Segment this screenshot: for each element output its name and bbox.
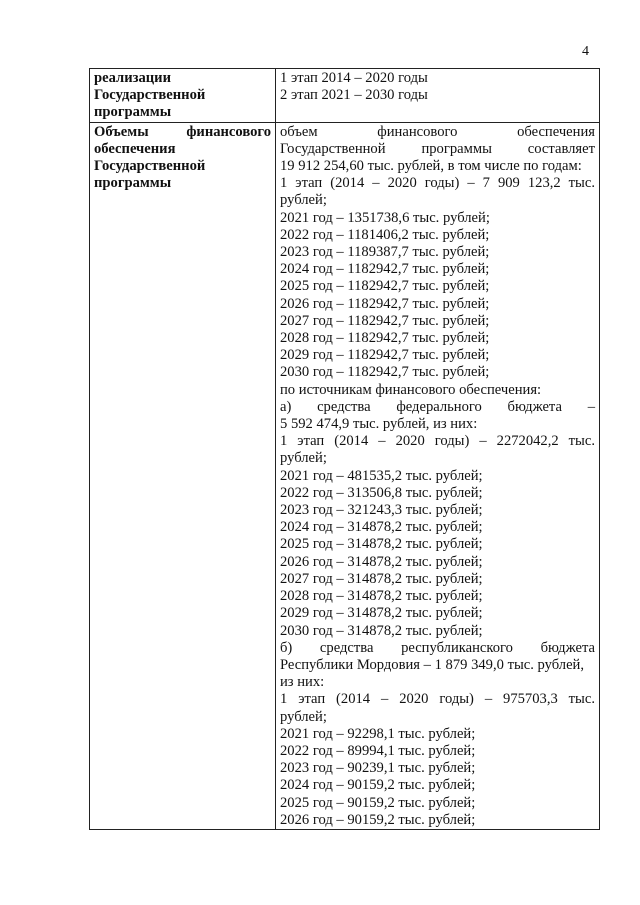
text-line: из них: [280,674,325,691]
table-row-funding [90,122,600,829]
text-line: а) средства федерального бюджета – [280,398,595,415]
year-line: 2023 год – 90239,1 тыс. рублей; [280,760,476,777]
text-line: рублей; [280,450,327,467]
stage-line: 1 этап 2014 – 2020 годы [280,70,428,86]
year-line: 2028 год – 314878,2 тыс. рублей; [280,588,483,605]
row-label-line: реализации [94,70,172,86]
row-label-cell [90,69,276,123]
year-line: 2025 год – 1182942,7 тыс. рублей; [280,278,490,295]
year-line: 2022 год – 313506,8 тыс. рублей; [280,484,483,501]
year-line: 2024 год – 90159,2 тыс. рублей; [280,777,476,794]
text-line: 1 этап (2014 – 2020 годы) – 7 909 123,2 тыс. [280,175,595,192]
passport-table [89,68,600,830]
text-line: 1 этап (2014 – 2020 годы) – 975703,3 тыс. [280,691,595,708]
text-line: 19 912 254,60 тыс. рублей, в том числе по годам: [280,158,582,175]
year-line: 2022 год – 1181406,2 тыс. рублей; [280,226,490,243]
year-line: 2027 год – 314878,2 тыс. рублей; [280,570,483,587]
year-line: 2026 год – 90159,2 тыс. рублей; [280,811,476,828]
table-row-stages [90,69,600,123]
year-line: 2026 год – 1182942,7 тыс. рублей; [280,295,490,312]
year-line: 2030 год – 1182942,7 тыс. рублей; [280,364,490,381]
row-label-line: программы [94,175,172,192]
year-line: 2021 год – 92298,1 тыс. рублей; [280,725,476,742]
year-line: 2029 год – 1182942,7 тыс. рублей; [280,347,490,364]
sources-heading: по источникам финансового обеспечения: [280,381,542,398]
text-line: объем финансового обеспечения [280,123,595,140]
year-line: 2025 год – 314878,2 тыс. рублей; [280,536,483,553]
year-line: 2024 год – 1182942,7 тыс. рублей; [280,261,490,278]
year-line: 2024 год – 314878,2 тыс. рублей; [280,519,483,536]
year-line: 2028 год – 1182942,7 тыс. рублей; [280,330,490,347]
row-label-line: Объемы финансового [94,123,271,140]
year-line: 2021 год – 481535,2 тыс. рублей; [280,467,483,484]
text-line: 5 592 474,9 тыс. рублей, из них: [280,416,478,433]
row-value-cell [276,122,600,829]
row-label-cell [90,122,276,829]
year-line: 2022 год – 89994,1 тыс. рублей; [280,742,476,759]
year-line: 2021 год – 1351738,6 тыс. рублей; [280,209,490,226]
year-line: 2023 год – 321243,3 тыс. рублей; [280,502,483,519]
row-label-line: Государственной [94,87,206,104]
text-line: Государственной программы составляет [280,140,595,157]
year-line: 2029 год – 314878,2 тыс. рублей; [280,605,483,622]
row-value-cell [276,69,600,123]
year-line: 2027 год – 1182942,7 тыс. рублей; [280,312,490,329]
year-line: 2025 год – 90159,2 тыс. рублей; [280,794,476,811]
text-line: 1 этап (2014 – 2020 годы) – 2272042,2 тыс. [280,433,595,450]
row-label-line: обеспечения [94,140,176,157]
row-label-line: программы [94,104,172,121]
year-line: 2023 год – 1189387,7 тыс. рублей; [280,244,490,261]
text-line: Республики Мордовия – 1 879 349,0 тыс. рублей, [280,656,585,673]
text-line: б) средства республиканского бюджета [280,639,595,656]
page-number: 4 [582,44,589,59]
text-line: рублей; [280,192,327,209]
year-line: 2030 год – 314878,2 тыс. рублей; [280,622,483,639]
year-line: 2026 год – 314878,2 тыс. рублей; [280,553,483,570]
text-line: рублей; [280,708,327,725]
row-label-line: Государственной [94,158,206,175]
stage-line: 2 этап 2021 – 2030 годы [280,87,428,104]
